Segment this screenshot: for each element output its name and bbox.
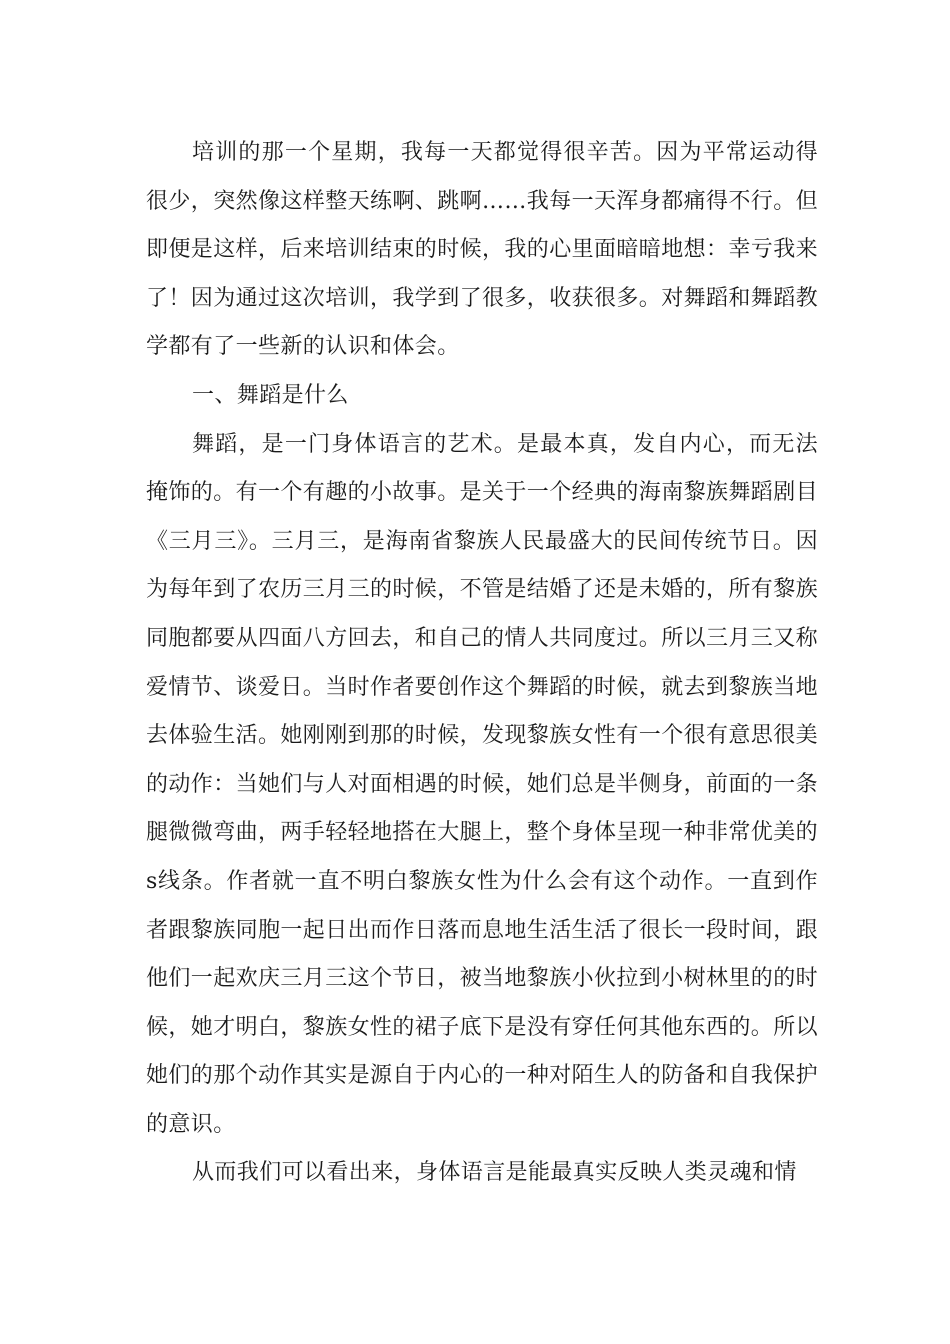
paragraph-dance-story: 舞蹈，是一门身体语言的艺术。是最本真，发自内心，而无法掩饰的。有一个有趣的小故事。是关于一个经典的海南黎族舞蹈剧目《三月三》。三月三，是海南省黎族人民最盛大的民间传统节日。因为每年到了农历三月三的时候，不管是结婚了还是未婚的，所有黎族同胞都要从四面八方回去，和自己的情人共同度过。所以三月三又称爱情节、谈爱日。当时作者要创作这个舞蹈的时候，就去到黎族当地去体验生活。她刚刚到那的时候，发现黎族女性有一个很有意思很美的动作：当她们与人对面相遇的时候，她们总是半侧身，前面的一条腿微微弯曲，两手轻轻地搭在大腿上，整个身体呈现一种非常优美的s线条。作者就一直不明白黎族女性为什么会有这个动作。一直到作者跟黎族同胞一起日出而作日落而息地生活生活了很长一段时间，跟他们一起欢庆三月三这个节日，被当地黎族小伙拉到小树林里的的时候，她才明白，黎族女性的裙子底下是没有穿任何其他东西的。所以她们的那个动作其实是源自于内心的一种对陌生人的防备和自我保护的意识。 — [146, 431, 819, 1137]
paragraph-body-language: 从而我们可以看出来，身体语言是能最真实反映人类灵魂和情 — [192, 1160, 797, 1186]
section-heading-what-is-dance: 一、舞蹈是什么 — [192, 382, 349, 408]
document-body — [146, 129, 818, 1198]
paragraph-training-week: 培训的那一个星期，我每一天都觉得很辛苦。因为平常运动得很少，突然像这样整天练啊、跳啊……我每一天浑身都痛得不行。但即便是这样，后来培训结束的时候，我的心里面暗暗地想：幸亏我来了！因为通过这次培训，我学到了很多，收获很多。对舞蹈和舞蹈教学都有了一些新的认识和体会。 — [146, 140, 819, 360]
